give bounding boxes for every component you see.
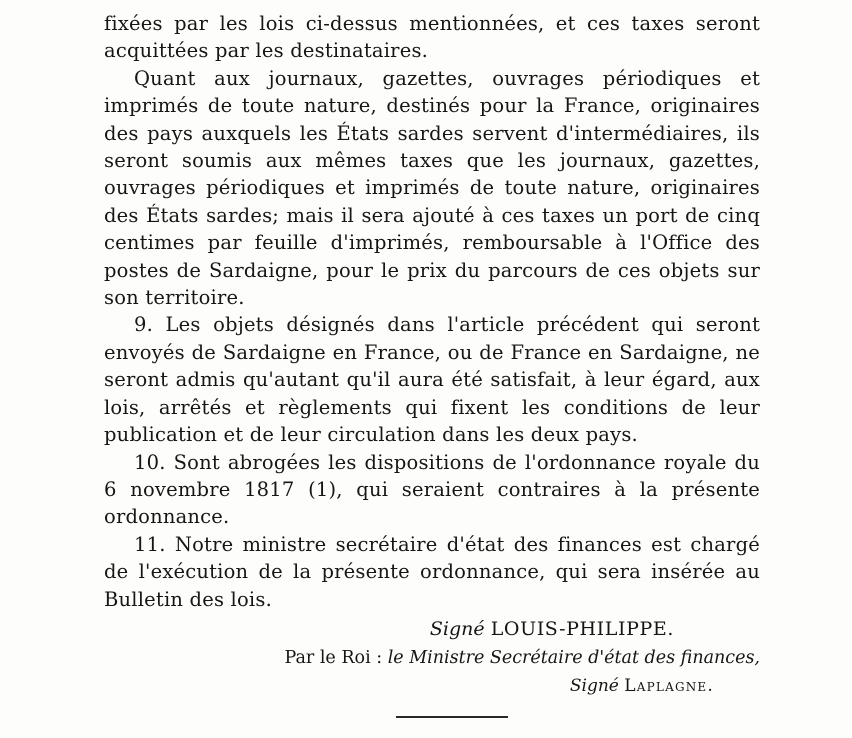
- article-11: 11. Notre ministre secrétaire d'état des finances est chargé de l'exécution de la présente ordonnance, qui sera insérée au Bulletin des lois.: [104, 532, 760, 611]
- signature-block: [104, 616, 760, 700]
- article-10: 10. Sont abrogées les dispositions de l'ordonnance royale du 6 novembre 1817 (1), qui seraient contraires à la présente ordonnance.: [104, 450, 760, 529]
- minister-title: le Ministre Secrétaire d'état des finances,: [387, 647, 760, 668]
- ordinance-text: [104, 10, 760, 613]
- king-signed-label: Signé: [429, 617, 485, 640]
- paragraph-journaux: Quant aux journaux, gazettes, ouvrages périodiques et imprimés de toute nature, destinés pour la France, originaires des pays auxquels les États sardes servent d'intermédiaires, ils seront soumis aux mêmes taxes que les journaux, gazettes, ouvrages périodiques et imprimés de toute nature, originaires des États sardes; mais il sera ajouté à ces taxes un port de cinq centimes par feuille d'imprimés, remboursable à l'Office des postes de Sardaigne, pour le prix du parcours de ces objets sur son territoire.: [104, 66, 760, 310]
- king-name: LOUIS-PHILIPPE.: [490, 617, 674, 640]
- paragraph-continuation: fixées par les lois ci-dessus mentionnées, et ces taxes seront acquittées par les destinataires.: [104, 12, 760, 63]
- king-signature-line: [104, 616, 760, 643]
- countersign-prefix: Par le Roi :: [284, 647, 383, 668]
- article-9: 9. Les objets désignés dans l'article précédent qui seront envoyés de Sardaigne en France, ou de France en Sardaigne, ne seront admis qu'autant qu'il aura été satisfait, à leur égard, aux lois, arrêtés et règlements qui fixent les conditions de leur publication et de leur circulation dans les deux pays.: [104, 313, 760, 447]
- minister-name: Laplagne.: [624, 675, 714, 696]
- countersignature-line: [104, 645, 760, 672]
- minister-signature-line: [104, 673, 760, 700]
- minister-signed-label: Signé: [569, 675, 619, 696]
- end-rule: [396, 716, 508, 718]
